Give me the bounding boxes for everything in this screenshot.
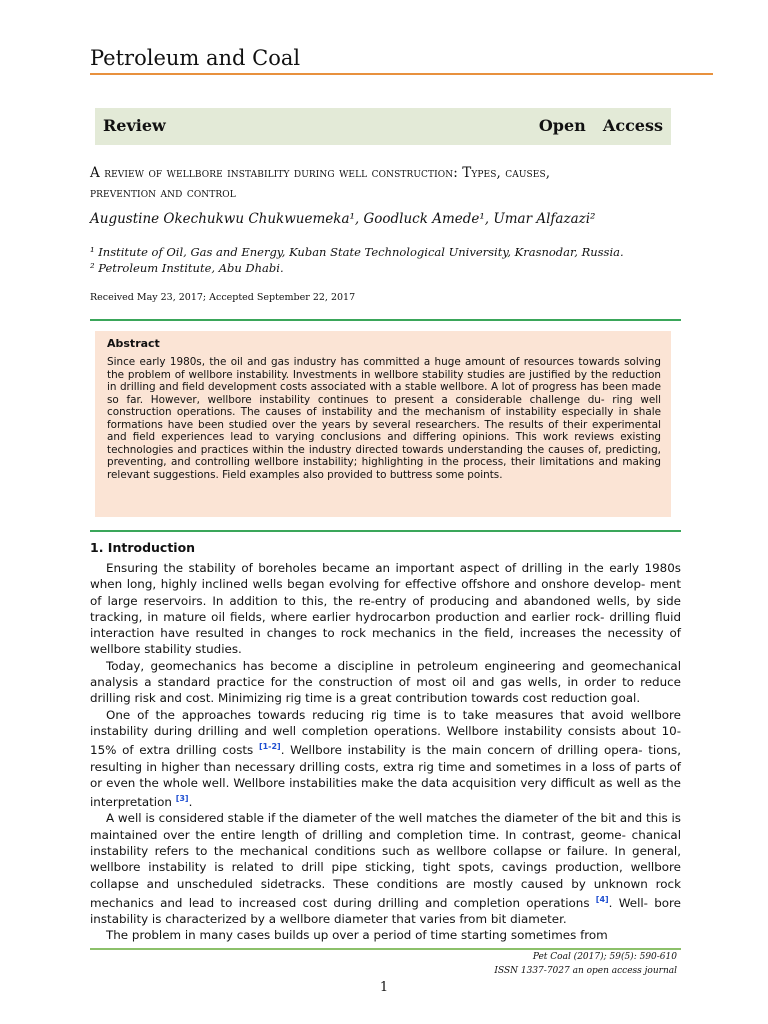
abstract-box bbox=[95, 331, 671, 517]
article-title-line-2: prevention and control bbox=[90, 185, 236, 201]
section-heading-introduction: 1. Introduction bbox=[90, 540, 196, 555]
citation-link[interactable]: [4] bbox=[595, 894, 609, 904]
intro-paragraph-3-text-b: . Wellbore instability is the main concern of drilling opera- tions, resulting in higher than necessary drilling costs, extra rig time and sometimes in a loss of parts of or even the whole well. Wellbore instabilities make the data acquisition very difficult as well as the interpretation bbox=[90, 743, 681, 810]
footer-rule bbox=[90, 948, 681, 950]
abstract-text: Since early 1980s, the oil and gas industry has committed a huge amount of resources towards solving the problem of wellbore instability. Investments in wellbore stability studies are justified by the reduction in drilling and field development costs associated with a stable wellbore. A lot of progress has been made so far. However, wellbore instability continues to present a considerable challenge du- ring well construction operations. The causes of instability and the mechanism of instability especially in shale formations have been studied over the years by several researchers. The results of their experimental and field experiences lead to varying conclusions and differing opinions. This work reviews existing technologies and practices within the industry directed towards understanding the causes of, predicting, preventing, and controlling wellbore instability; highlighting in the process, their limitations and making relevant suggestions. Field examples also provided to buttress some points. bbox=[107, 356, 661, 481]
footer-citation: Pet Coal (2017); 59(5): 590-610 bbox=[532, 952, 677, 962]
intro-paragraph-4 bbox=[90, 810, 681, 927]
abstract-top-rule bbox=[90, 319, 681, 321]
introduction-body bbox=[90, 560, 681, 944]
affiliation-1: ¹ Institute of Oil, Gas and Energy, Kuban State Technological University, Krasnodar, Russia. bbox=[90, 245, 624, 259]
intro-paragraph-2: Today, geomechanics has become a discipline in petroleum engineering and geomechanical analysis a standard practice for the construction of most oil and gas wells, in order to reduce drilling risk and cost. Minimizing rig time is a great contribution towards cost reduction goal. bbox=[90, 658, 681, 706]
intro-paragraph-3-text-a: One of the approaches towards reducing rig time is to take measures that avoid wellbore instability during drilling and well completion operations. Wellbore instability consists about 10-15% of extra drilling costs bbox=[90, 707, 681, 758]
citation-link[interactable]: [3] bbox=[175, 794, 189, 804]
intro-paragraph-1: Ensuring the stability of boreholes became an important aspect of drilling in the early 1980s when long, highly inclined wells began evolving for effective offshore and onshore develop- ment of large reservoirs. In addition to this, the re-entry of producing and abandoned wells, by side tracking, in mature oil fields, where earlier hydrocarbon production and earlier rock- drilling fluid interaction have resulted in changes to rock mechanics in the field, increases the necessity of wellbore stability studies. bbox=[90, 561, 681, 657]
received-dates: Received May 23, 2017; Accepted September 22, 2017 bbox=[90, 292, 356, 303]
open-access-label: Open Access bbox=[538, 116, 663, 135]
article-type-label: Review bbox=[103, 116, 166, 135]
page-number: 1 bbox=[379, 980, 389, 995]
article-type-banner bbox=[95, 108, 671, 145]
journal-title: Petroleum and Coal bbox=[90, 46, 301, 70]
header-rule bbox=[90, 73, 713, 75]
intro-paragraph-4-text-a: A well is considered stable if the diameter of the well matches the diameter of the bit and this is maintained over the entire length of drilling and completion time. In contrast, geome- chanical instability refers to the mechanical conditions such as wellbore collapse or failure. In general, wellbore instability is related to drill pipe sticking, tight spots, cavings production, wellbore collapse and unscheduled sidetracks. These conditions are mostly caused by unknown rock mechanics and lead to increased cost during drilling and completion operations bbox=[90, 811, 681, 910]
article-title-line-1: A review of wellbore instability during well construction: Types, causes, bbox=[90, 165, 551, 181]
affiliation-2: ² Petroleum Institute, Abu Dhabi. bbox=[90, 261, 284, 275]
article-title bbox=[90, 163, 690, 203]
intro-paragraph-4-text-b: . Well- bore instability is characterized by a wellbore diameter that varies from bit diameter. bbox=[90, 895, 681, 927]
citation-link[interactable]: [1-2] bbox=[258, 742, 281, 752]
intro-paragraph-3 bbox=[90, 707, 681, 811]
intro-paragraph-3-text-c: . bbox=[188, 795, 193, 810]
abstract-bottom-rule bbox=[90, 530, 681, 532]
intro-paragraph-5: The problem in many cases builds up over a period of time starting sometimes from bbox=[106, 928, 608, 943]
author-list: Augustine Okechukwu Chukwuemeka¹, Goodluck Amede¹, Umar Alfazazi² bbox=[90, 211, 596, 227]
footer-issn: ISSN 1337-7027 an open access journal bbox=[494, 966, 677, 976]
abstract-heading: Abstract bbox=[107, 337, 160, 350]
